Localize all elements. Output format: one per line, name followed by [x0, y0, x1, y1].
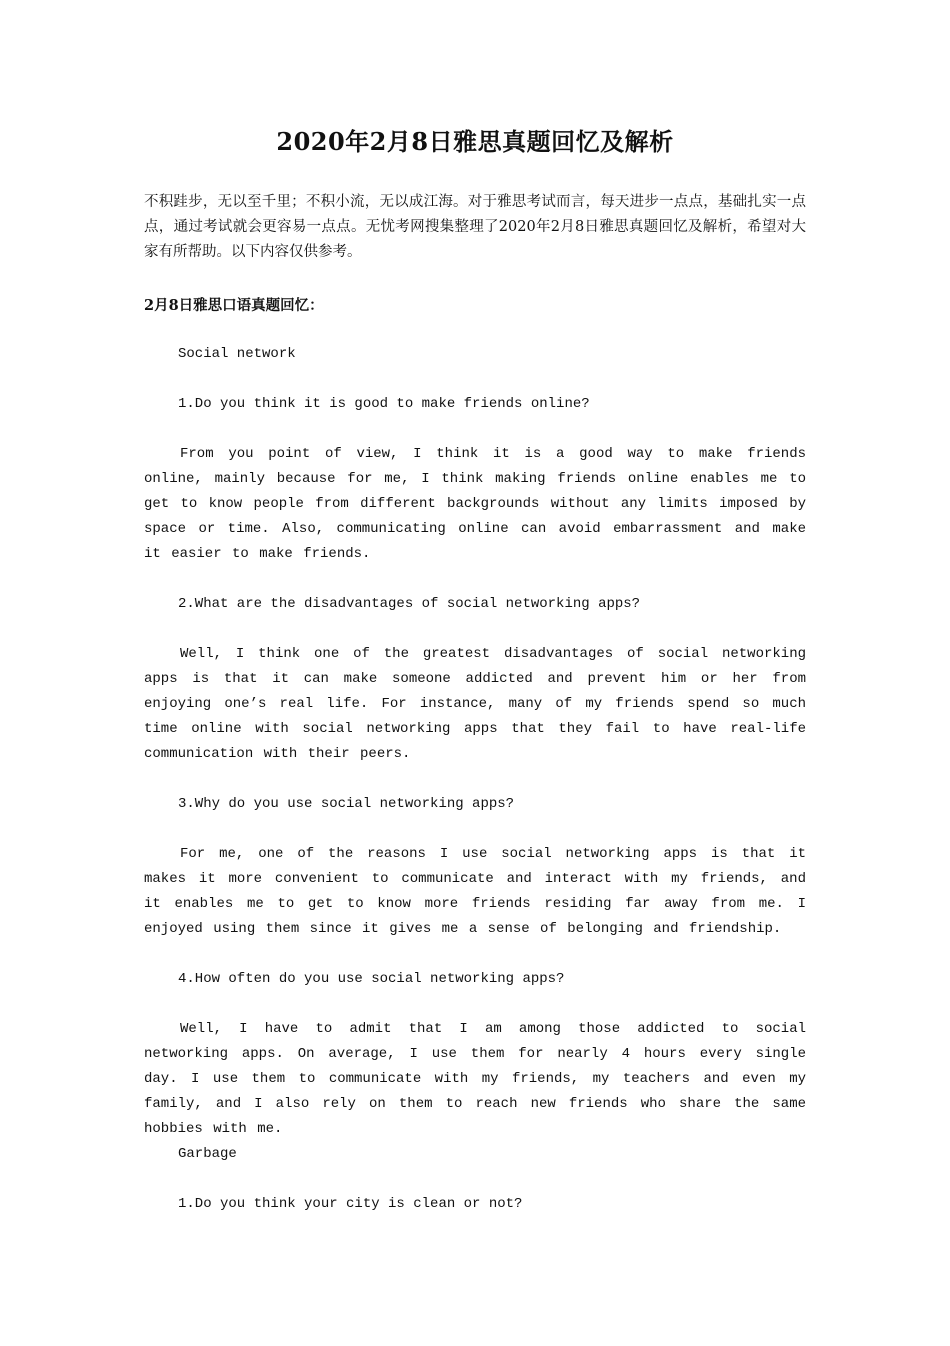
answer-2: Well, I think one of the greatest disadvantages of social networking apps is that it can make someone addicted and prevent him or her from enjoying one’s real life. For instance, many of my friends spend so much time online with social networking apps that they fail to have real-life communication with their peers. [144, 646, 806, 762]
speaking-section-heading: 2月8日雅思口语真题回忆： [144, 297, 324, 314]
question-3: 3.Why do you use social networking apps? [178, 796, 515, 812]
question-1: 1.Do you think it is good to make friends online? [178, 396, 590, 412]
answer-3: For me, one of the reasons I use social networking apps is that it makes it more convenient to communicate and interact with my friends, and it enables me to get to know more friends residing far away from me. I enjoyed using them since it gives me a sense of belonging and friendship. [144, 846, 806, 937]
document-title: 2020年2月8日雅思真题回忆及解析 [276, 127, 674, 156]
question-2: 2.What are the disadvantages of social networking apps? [178, 596, 641, 612]
question-4: 4.How often do you use social networking apps? [178, 971, 565, 987]
answer-1: From you point of view, I think it is a good way to make friends online, mainly because for me, I think making friends online enables me to get to know people from different backgrounds without any limits imposed by space or time. Also, communicating online can avoid embarrassment and make it easier to make friends. [144, 446, 806, 562]
garbage-question-1: 1.Do you think your city is clean or not? [178, 1196, 523, 1212]
topic-heading-garbage: Garbage [178, 1146, 237, 1162]
intro-paragraph: 不积跬步，无以至千里；不积小流，无以成江海。对于雅思考试而言，每天进步一点点，基础扎实一点点，通过考试就会更容易一点点。无忧考网搜集整理了2020年2月8日雅思真题回忆及解析，希望对大家有所帮助。以下内容仅供参考。 [144, 194, 806, 260]
topic-heading-social-network: Social network [178, 346, 296, 362]
answer-4: Well, I have to admit that I am among those addicted to social networking apps. On average, I use them for nearly 4 hours every single day. I use them to communicate with my friends, my teachers and even my family, and I also rely on them to reach new friends who share the same hobbies with me. [144, 1021, 806, 1137]
